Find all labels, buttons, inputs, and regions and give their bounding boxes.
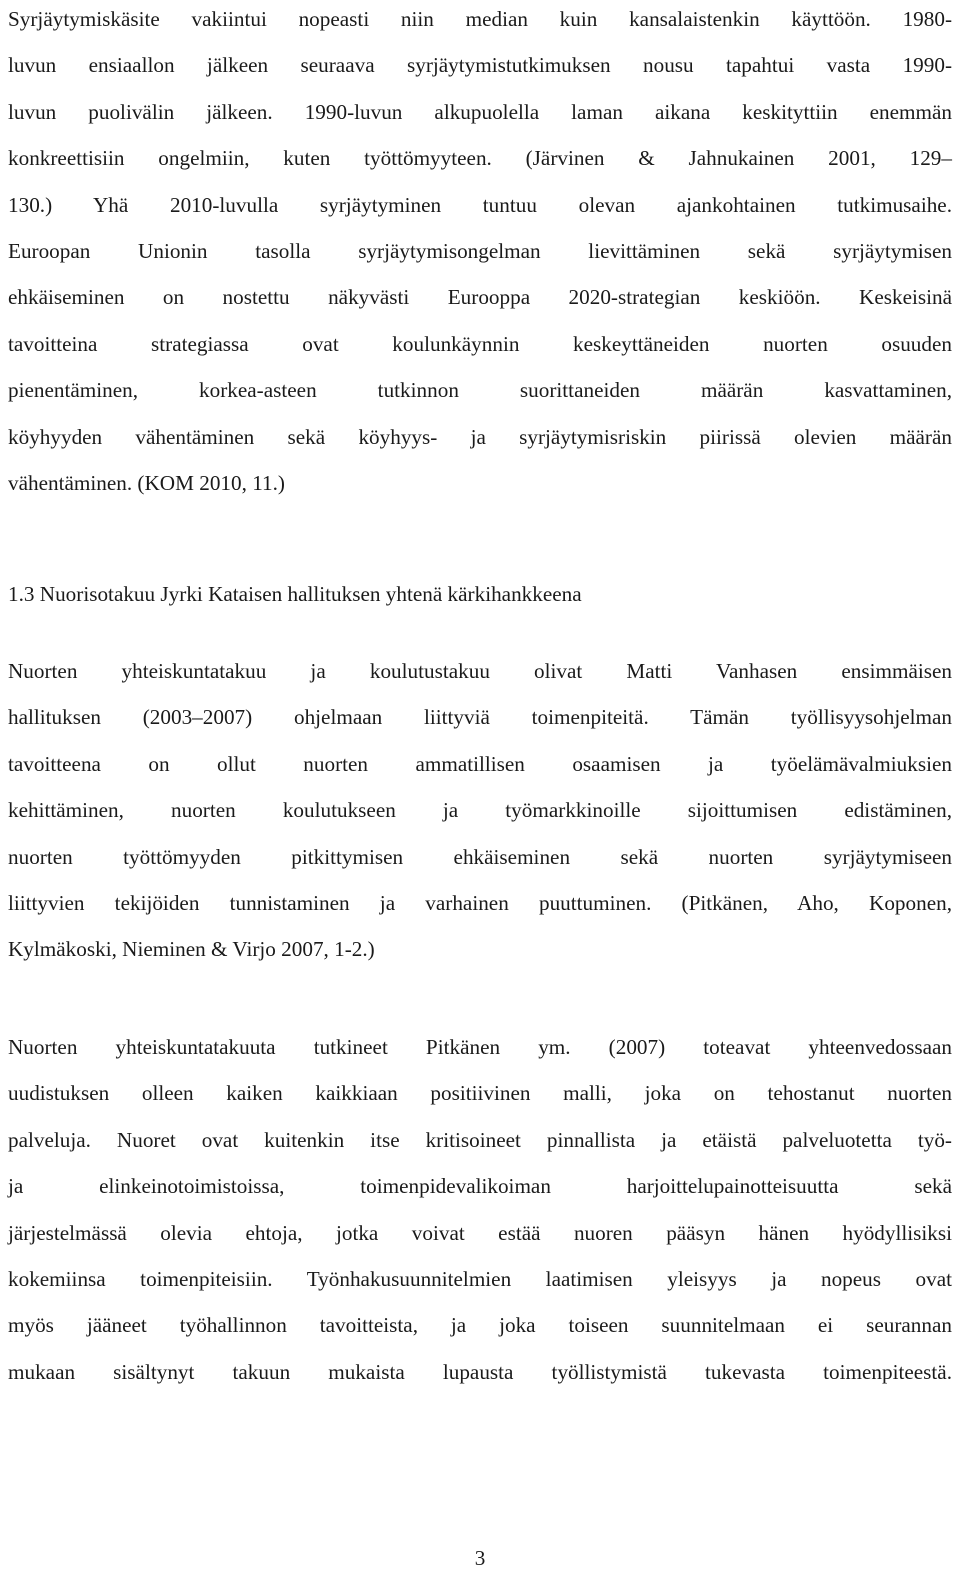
text-line: myös jääneet työhallinnon tavoitteista, ja joka toiseen suunnitelmaan ei seurannan — [8, 1313, 952, 1338]
text-line: Nuorten yhteiskuntatakuuta tutkineet Pitkänen ym. (2007) toteavat yhteenvedossaan — [8, 1035, 952, 1059]
paragraph-yhteiskuntatakuu — [8, 648, 952, 973]
paragraph-tutkimustulokset — [8, 1024, 952, 1395]
paragraph-syrjaytymiskasite — [8, 0, 952, 506]
text-line: luvun ensiaallon jälkeen seuraava syrjäytymistutkimuksen nousu tapahtui vasta 1990- — [8, 53, 952, 78]
page-number: 3 — [474, 1546, 486, 1570]
text-line: Euroopan Unionin tasolla syrjäytymisongelman lievittäminen sekä syrjäytymisen — [8, 239, 952, 264]
text-line: Kylmäkoski, Nieminen & Virjo 2007, 1-2.) — [8, 937, 375, 962]
text-line: järjestelmässä olevia ehtoja, jotka voivat estää nuoren pääsyn hänen hyödyllisiksi — [8, 1220, 952, 1245]
text-line: mukaan sisältynyt takuun mukaista lupausta työllistymistä tukevasta toimenpiteestä. — [8, 1359, 952, 1384]
text-line: pienentäminen, korkea-asteen tutkinnon suorittaneiden määrän kasvattaminen, — [8, 378, 952, 403]
text-line: uudistuksen olleen kaiken kaikkiaan positiivinen malli, joka on tehostanut nuorten — [8, 1081, 952, 1106]
text-line: 130.) Yhä 2010-luvulla syrjäytyminen tuntuu olevan ajankohtainen tutkimusaihe. — [8, 192, 952, 217]
text-line: nuorten työttömyyden pitkittymisen ehkäiseminen sekä nuorten syrjäytymiseen — [8, 844, 952, 869]
text-line: Nuorten yhteiskuntatakuu ja koulutustakuu olivat Matti Vanhasen ensimmäisen — [8, 659, 952, 683]
section-heading: 1.3 Nuorisotakuu Jyrki Kataisen hallituksen yhtenä kärkihankkeena — [8, 582, 582, 606]
text-line: kehittäminen, nuorten koulutukseen ja työmarkkinoille sijoittumisen edistäminen, — [8, 798, 952, 823]
text-line: ja elinkeinotoimistoissa, toimenpidevalikoiman harjoittelupainotteisuutta sekä — [8, 1174, 952, 1199]
text-line: vähentäminen. (KOM 2010, 11.) — [8, 471, 285, 496]
text-line: konkreettisiin ongelmiin, kuten työttömyyteen. (Järvinen & Jahnukainen 2001, 129– — [8, 146, 952, 171]
text-line: ehkäiseminen on nostettu näkyvästi Eurooppa 2020-strategian keskiöön. Keskeisinä — [8, 285, 952, 310]
text-line: luvun puolivälin jälkeen. 1990-luvun alkupuolella laman aikana keskityttiin enemmän — [8, 99, 952, 124]
text-line: liittyvien tekijöiden tunnistaminen ja varhainen puuttuminen. (Pitkänen, Aho, Koponen, — [8, 891, 952, 916]
text-line: köyhyyden vähentäminen sekä köyhyys- ja syrjäytymisriskin piirissä olevien määrän — [8, 424, 952, 449]
text-line: palveluja. Nuoret ovat kuitenkin itse kritisoineet pinnallista ja etäistä palveluotetta työ- — [8, 1127, 952, 1152]
text-line: Syrjäytymiskäsite vakiintui nopeasti niin median kuin kansalaistenkin käyttöön. 1980- — [8, 7, 952, 31]
text-line: tavoitteina strategiassa ovat koulunkäynnin keskeyttäneiden nuorten osuuden — [8, 331, 952, 356]
text-line: hallituksen (2003–2007) ohjelmaan liittyviä toimenpiteitä. Tämän työllisyysohjelman — [8, 705, 952, 730]
text-line: tavoitteena on ollut nuorten ammatillisen osaamisen ja työelämävalmiuksien — [8, 751, 952, 776]
text-line: kokemiinsa toimenpiteisiin. Työnhakusuunnitelmien laatimisen yleisyys ja nopeus ovat — [8, 1267, 952, 1292]
